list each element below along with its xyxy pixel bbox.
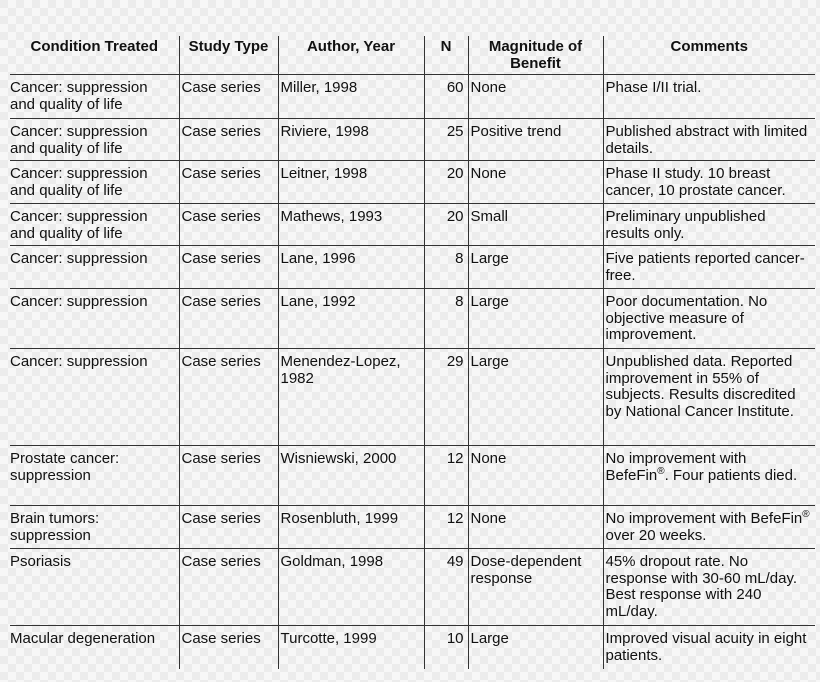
- cell-study-type: Case series: [179, 626, 278, 669]
- cell-author-year: Goldman, 1998: [278, 549, 424, 626]
- cell-condition: Cancer: suppression and quality of life: [10, 204, 179, 246]
- cell-n: 8: [424, 246, 468, 289]
- cell-n: 20: [424, 204, 468, 246]
- cell-author-year: Menendez-Lopez, 1982: [278, 349, 424, 446]
- cell-comments: Published abstract with limited details.: [603, 119, 815, 161]
- cell-n: 12: [424, 446, 468, 506]
- cell-condition: Cancer: suppression: [10, 246, 179, 289]
- cell-n: 49: [424, 549, 468, 626]
- cell-author-year: Lane, 1996: [278, 246, 424, 289]
- cell-benefit: None: [468, 506, 603, 549]
- table-row: [10, 626, 815, 669]
- cell-study-type: Case series: [179, 204, 278, 246]
- header-n: N: [424, 36, 468, 75]
- cell-author-year: Wisniewski, 2000: [278, 446, 424, 506]
- cell-comments: No improvement with BefeFin®. Four patients died.: [603, 446, 815, 506]
- cell-comments: Phase II study. 10 breast cancer, 10 prostate cancer.: [603, 161, 815, 204]
- cell-author-year: Miller, 1998: [278, 75, 424, 119]
- cell-n: 60: [424, 75, 468, 119]
- cell-comments: Phase I/II trial.: [603, 75, 815, 119]
- table-row: [10, 119, 815, 161]
- cell-comments: Improved visual acuity in eight patients.: [603, 626, 815, 669]
- cell-benefit: Positive trend: [468, 119, 603, 161]
- cell-comments: 45% dropout rate. No response with 30-60 mL/day. Best response with 240 mL/day.: [603, 549, 815, 626]
- cell-author-year: Rosenbluth, 1999: [278, 506, 424, 549]
- table-row: [10, 349, 815, 446]
- cell-comments: No improvement with BefeFin® over 20 weeks.: [603, 506, 815, 549]
- cell-n: 25: [424, 119, 468, 161]
- cell-study-type: Case series: [179, 119, 278, 161]
- cell-benefit: Large: [468, 289, 603, 349]
- table-row: [10, 549, 815, 626]
- table-row: [10, 75, 815, 119]
- cell-n: 12: [424, 506, 468, 549]
- cell-author-year: Lane, 1992: [278, 289, 424, 349]
- table-row: [10, 246, 815, 289]
- cell-study-type: Case series: [179, 75, 278, 119]
- cell-benefit: None: [468, 75, 603, 119]
- cell-study-type: Case series: [179, 349, 278, 446]
- registered-mark: ®: [657, 465, 665, 477]
- cell-comments: Unpublished data. Reported improvement in 55% of subjects. Results discredited by National Cancer Institute.: [603, 349, 815, 446]
- table-body: [10, 75, 815, 669]
- cell-condition: Cancer: suppression: [10, 289, 179, 349]
- cell-benefit: Dose-dependent response: [468, 549, 603, 626]
- cell-benefit: None: [468, 161, 603, 204]
- cell-study-type: Case series: [179, 506, 278, 549]
- cell-author-year: Leitner, 1998: [278, 161, 424, 204]
- cell-condition: Psoriasis: [10, 549, 179, 626]
- cell-benefit: None: [468, 446, 603, 506]
- cell-benefit: Large: [468, 626, 603, 669]
- cell-n: 20: [424, 161, 468, 204]
- header-benefit: Magnitude of Benefit: [468, 36, 603, 75]
- cell-n: 8: [424, 289, 468, 349]
- cell-condition: Brain tumors: suppression: [10, 506, 179, 549]
- cell-author-year: Mathews, 1993: [278, 204, 424, 246]
- cell-condition: Macular degeneration: [10, 630, 156, 647]
- cell-study-type: Case series: [179, 289, 278, 349]
- cell-condition: Prostate cancer: suppression: [10, 446, 179, 506]
- table-row: [10, 506, 815, 549]
- cell-author-year: Riviere, 1998: [278, 119, 424, 161]
- cell-benefit: Large: [468, 349, 603, 446]
- cell-benefit: Large: [468, 246, 603, 289]
- header-comments: Comments: [603, 36, 815, 75]
- header-row: [10, 36, 815, 75]
- header-condition: Condition Treated: [10, 36, 179, 75]
- cell-study-type: Case series: [179, 161, 278, 204]
- header-author-year: Author, Year: [278, 36, 424, 75]
- cell-condition: Cancer: suppression: [10, 349, 179, 446]
- table-row: [10, 204, 815, 246]
- registered-mark: ®: [802, 509, 810, 520]
- cell-study-type: Case series: [179, 246, 278, 289]
- cell-comments: Preliminary unpublished results only.: [603, 204, 815, 246]
- cell-comments: Five patients reported cancer-free.: [603, 246, 815, 289]
- cell-study-type: Case series: [179, 446, 278, 506]
- cell-condition: Cancer: suppression and quality of life: [10, 161, 179, 204]
- studies-table: [10, 36, 815, 669]
- table-row: [10, 446, 815, 506]
- cell-n: 10: [424, 626, 468, 669]
- header-study-type: Study Type: [179, 36, 278, 75]
- cell-n: 29: [424, 349, 468, 446]
- cell-study-type: Case series: [179, 549, 278, 626]
- cell-condition: Cancer: suppression and quality of life: [10, 119, 179, 161]
- cell-benefit: Small: [468, 204, 603, 246]
- table-row: [10, 161, 815, 204]
- table-header: [10, 36, 815, 75]
- table-row: [10, 289, 815, 349]
- cell-comments: Poor documentation. No objective measure of improvement.: [603, 289, 815, 349]
- cell-author-year: Turcotte, 1999: [278, 626, 424, 669]
- cell-condition: Cancer: suppression and quality of life: [10, 75, 179, 119]
